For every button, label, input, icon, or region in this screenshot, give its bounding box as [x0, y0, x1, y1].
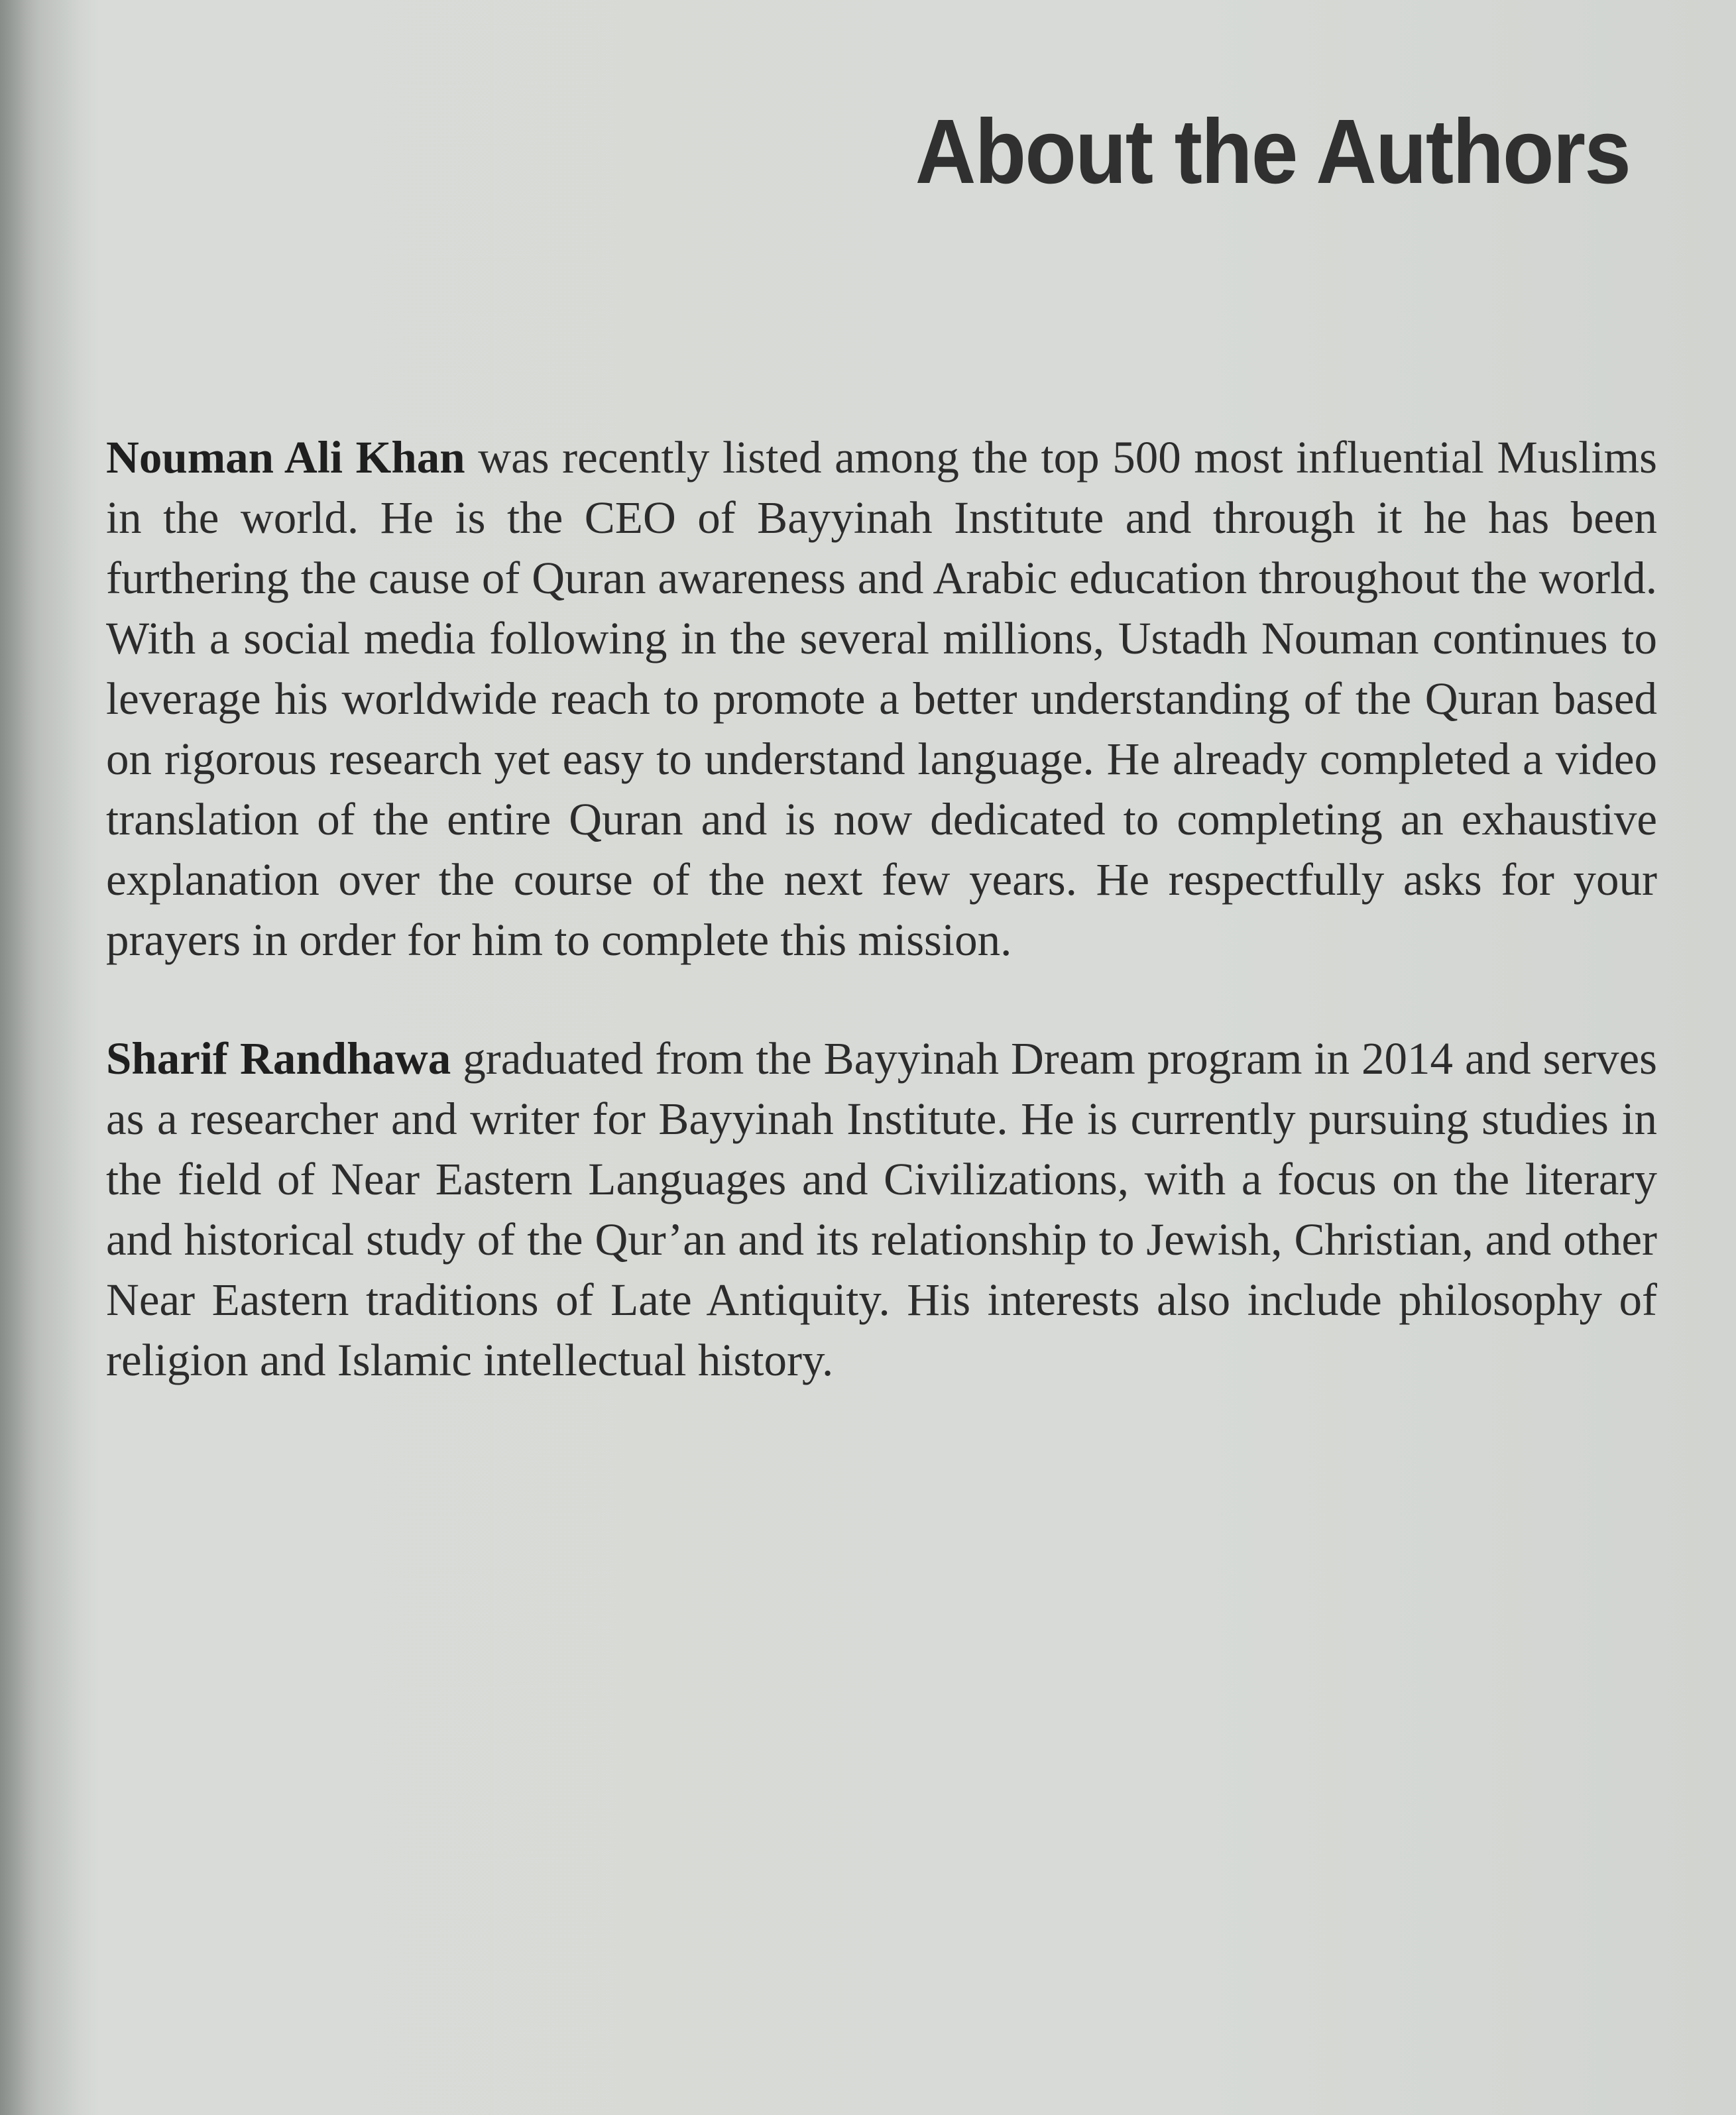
author-bio-nouman-ali-khan [106, 428, 1657, 970]
author-bio-text: graduated from the Bayyinah Dream program in 2014 and serves as a researcher and writer for Bayyinah Institute. He is currently pursuing studies in the field of Near Eastern Languages and Civilizations, with a focus on the literary and historical study of the Qur’an and its relationship to Jewish, Christian, and other Near Eastern traditions of Late Antiquity. His interests also include philosophy of religion and Islamic intellectual history. [106, 1033, 1657, 1385]
page-gutter-shadow [0, 0, 99, 2115]
page-title: About the Authors [915, 101, 1630, 203]
author-bio-sharif-randhawa [106, 1029, 1657, 1391]
author-name: Nouman Ali Khan [106, 432, 465, 483]
author-name: Sharif Randhawa [106, 1033, 451, 1084]
authors-section [106, 428, 1657, 1391]
author-bio-text: was recently listed among the top 500 most influential Muslims in the world. He is the CEO of Bayyinah Institute and through it he has been furthering the cause of Quran awareness and Arabic education throughout the world. With a social media following in the several millions, Ustadh Nouman continues to leverage his worldwide reach to promote a better understanding of the Quran based on rigorous research yet easy to understand language. He already completed a video translation of the entire Quran and is now dedicated to completing an exhaustive explanation over the course of the next few years. He respectfully asks for your prayers in order for him to complete this mission. [106, 432, 1658, 965]
